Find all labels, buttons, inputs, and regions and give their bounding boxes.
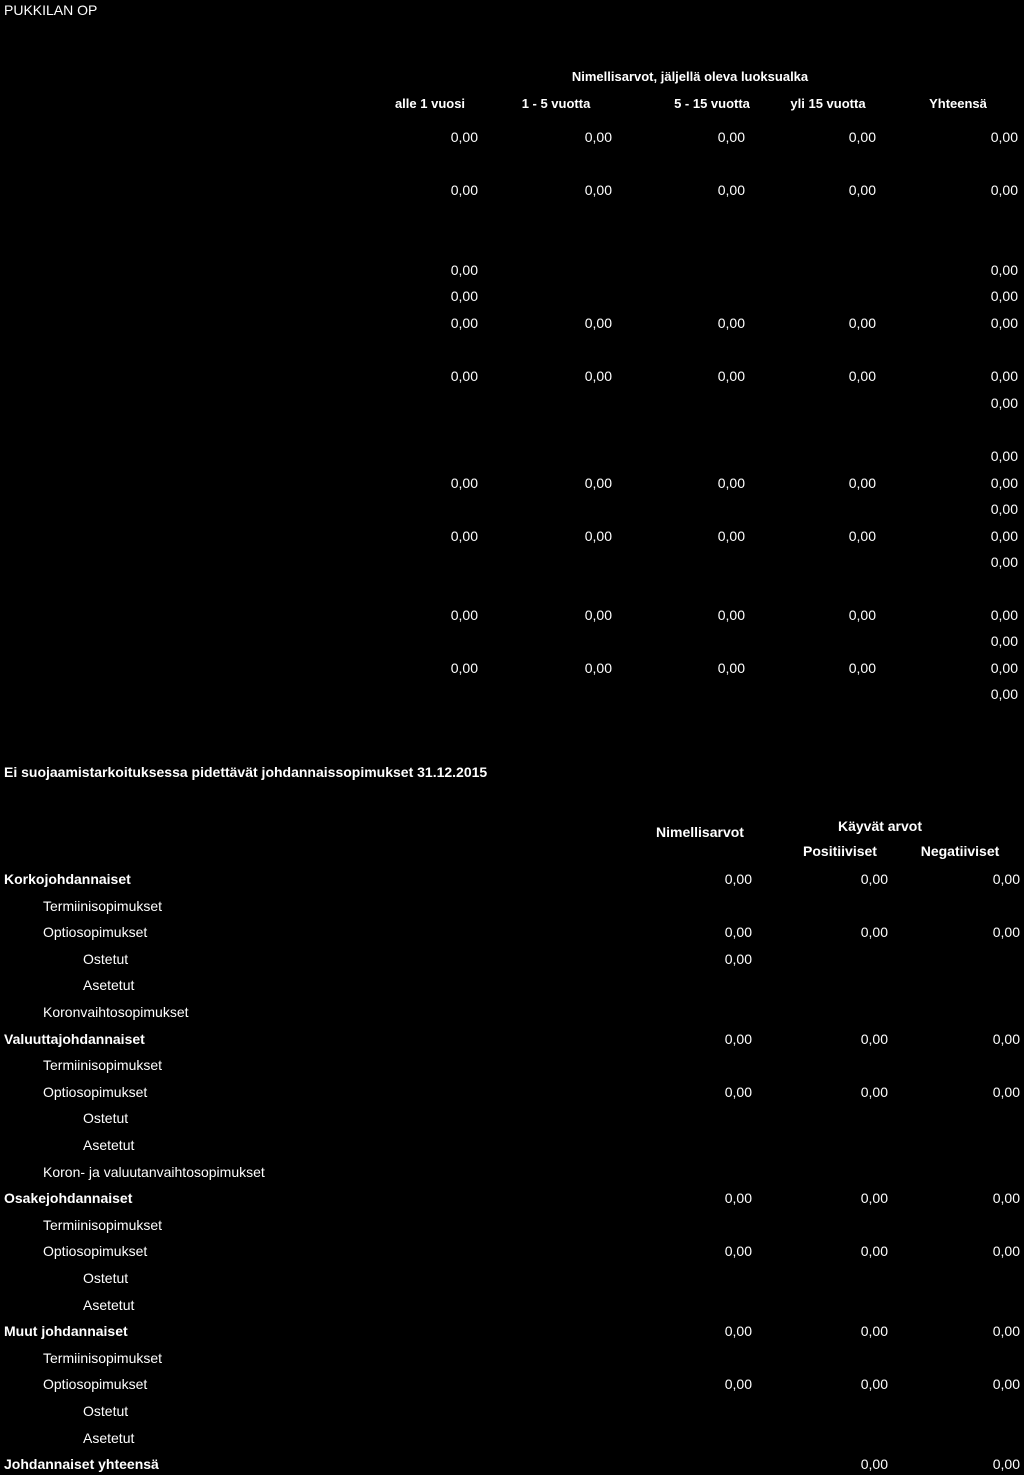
maturity-cell: 0,00 bbox=[990, 501, 1018, 517]
derivative-row-label: Optiosopimukset bbox=[43, 924, 148, 940]
maturity-cell: 0,00 bbox=[848, 368, 876, 384]
derivative-cell: 0,00 bbox=[992, 1084, 1020, 1100]
maturity-cell: 0,00 bbox=[990, 554, 1018, 570]
maturity-cell: 0,00 bbox=[717, 315, 745, 331]
derivative-row-label: Koron- ja valuutanvaihtosopimukset bbox=[43, 1164, 265, 1180]
derivative-cell: 0,00 bbox=[992, 1190, 1020, 1206]
derivative-row-label: Korkojohdannaiset bbox=[4, 871, 131, 887]
maturity-col-header: yli 15 vuotta bbox=[790, 96, 866, 111]
derivative-row-label: Muut johdannaiset bbox=[4, 1323, 128, 1339]
maturity-cell: 0,00 bbox=[848, 315, 876, 331]
derivative-row-label: Ostetut bbox=[83, 1270, 129, 1286]
maturity-cell: 0,00 bbox=[990, 660, 1018, 676]
derivative-cell: 0,00 bbox=[724, 1190, 752, 1206]
col-header-fair-values: Käyvät arvot bbox=[837, 818, 923, 834]
maturity-cell: 0,00 bbox=[717, 368, 745, 384]
maturity-cell: 0,00 bbox=[848, 607, 876, 623]
maturity-cell: 0,00 bbox=[584, 607, 612, 623]
derivative-cell: 0,00 bbox=[860, 1031, 888, 1047]
derivative-cell: 0,00 bbox=[724, 1084, 752, 1100]
maturity-cell: 0,00 bbox=[584, 660, 612, 676]
derivative-cell: 0,00 bbox=[724, 951, 752, 967]
derivative-cell: 0,00 bbox=[724, 1031, 752, 1047]
derivative-row-label: Optiosopimukset bbox=[43, 1376, 148, 1392]
derivative-row-label: Osakejohdannaiset bbox=[4, 1190, 133, 1206]
maturity-cell: 0,00 bbox=[990, 475, 1018, 491]
maturity-col-header: alle 1 vuosi bbox=[394, 96, 466, 111]
maturity-cell: 0,00 bbox=[584, 315, 612, 331]
maturity-cell: 0,00 bbox=[990, 368, 1018, 384]
col-header-negative: Negatiiviset bbox=[920, 843, 1000, 859]
maturity-cell: 0,00 bbox=[450, 315, 478, 331]
maturity-cell: 0,00 bbox=[990, 288, 1018, 304]
derivative-cell: 0,00 bbox=[992, 1031, 1020, 1047]
maturity-cell: 0,00 bbox=[450, 129, 478, 145]
derivative-cell: 0,00 bbox=[860, 871, 888, 887]
maturity-cell: 0,00 bbox=[450, 288, 478, 304]
org-name: PUKKILAN OP bbox=[4, 2, 98, 18]
maturity-cell: 0,00 bbox=[990, 129, 1018, 145]
derivative-row-label: Asetetut bbox=[83, 1297, 135, 1313]
maturity-cell: 0,00 bbox=[584, 182, 612, 198]
maturity-cell: 0,00 bbox=[717, 182, 745, 198]
derivative-cell: 0,00 bbox=[860, 1456, 888, 1472]
maturity-cell: 0,00 bbox=[717, 660, 745, 676]
derivative-cell: 0,00 bbox=[860, 1190, 888, 1206]
derivative-row-label: Optiosopimukset bbox=[43, 1243, 148, 1259]
maturity-cell: 0,00 bbox=[450, 262, 478, 278]
maturity-col-header: 1 - 5 vuotta bbox=[521, 96, 591, 111]
derivative-row-label: Ostetut bbox=[83, 1110, 129, 1126]
derivative-row-label: Asetetut bbox=[83, 1137, 135, 1153]
derivative-row-label: Termiinisopimukset bbox=[43, 898, 163, 914]
derivative-row-label: Asetetut bbox=[83, 1430, 135, 1446]
maturity-cell: 0,00 bbox=[990, 448, 1018, 464]
maturity-cell: 0,00 bbox=[848, 475, 876, 491]
maturity-cell: 0,00 bbox=[990, 315, 1018, 331]
derivative-cell: 0,00 bbox=[992, 1323, 1020, 1339]
maturity-col-header: 5 - 15 vuotta bbox=[674, 96, 750, 111]
derivative-cell: 0,00 bbox=[860, 1084, 888, 1100]
derivative-row-label: Johdannaiset yhteensä bbox=[4, 1456, 159, 1472]
col-header-nominal: Nimellisarvot bbox=[656, 824, 744, 840]
maturity-cell: 0,00 bbox=[848, 129, 876, 145]
derivative-row-label: Valuuttajohdannaiset bbox=[4, 1031, 145, 1047]
derivative-cell: 0,00 bbox=[860, 1243, 888, 1259]
maturity-cell: 0,00 bbox=[717, 607, 745, 623]
derivative-row-label: Ostetut bbox=[83, 1403, 129, 1419]
col-header-positive: Positiiviset bbox=[803, 843, 877, 859]
maturity-cell: 0,00 bbox=[450, 368, 478, 384]
maturity-table-title: Nimellisarvot, jäljellä oleva luoksualka bbox=[571, 69, 809, 84]
maturity-cell: 0,00 bbox=[450, 475, 478, 491]
derivative-cell: 0,00 bbox=[992, 924, 1020, 940]
derivative-cell: 0,00 bbox=[724, 1323, 752, 1339]
derivative-cell: 0,00 bbox=[992, 1456, 1020, 1472]
maturity-cell: 0,00 bbox=[717, 129, 745, 145]
derivative-cell: 0,00 bbox=[724, 871, 752, 887]
maturity-col-header: Yhteensä bbox=[929, 96, 987, 111]
maturity-cell: 0,00 bbox=[990, 633, 1018, 649]
derivative-cell: 0,00 bbox=[860, 1323, 888, 1339]
derivative-cell: 0,00 bbox=[724, 1376, 752, 1392]
derivative-row-label: Koronvaihtosopimukset bbox=[43, 1004, 189, 1020]
derivative-row-label: Ostetut bbox=[83, 951, 129, 967]
maturity-cell: 0,00 bbox=[990, 686, 1018, 702]
maturity-cell: 0,00 bbox=[848, 660, 876, 676]
maturity-cell: 0,00 bbox=[990, 395, 1018, 411]
maturity-cell: 0,00 bbox=[450, 528, 478, 544]
derivative-row-label: Termiinisopimukset bbox=[43, 1217, 163, 1233]
derivative-cell: 0,00 bbox=[992, 1376, 1020, 1392]
maturity-cell: 0,00 bbox=[717, 528, 745, 544]
maturity-cell: 0,00 bbox=[990, 528, 1018, 544]
maturity-cell: 0,00 bbox=[450, 182, 478, 198]
derivative-row-label: Termiinisopimukset bbox=[43, 1350, 163, 1366]
maturity-cell: 0,00 bbox=[584, 528, 612, 544]
derivative-row-label: Termiinisopimukset bbox=[43, 1057, 163, 1073]
maturity-cell: 0,00 bbox=[990, 262, 1018, 278]
maturity-cell: 0,00 bbox=[584, 129, 612, 145]
derivative-cell: 0,00 bbox=[992, 1243, 1020, 1259]
derivative-cell: 0,00 bbox=[860, 1376, 888, 1392]
maturity-cell: 0,00 bbox=[450, 607, 478, 623]
derivative-cell: 0,00 bbox=[860, 924, 888, 940]
derivative-cell: 0,00 bbox=[992, 871, 1020, 887]
maturity-cell: 0,00 bbox=[584, 368, 612, 384]
maturity-cell: 0,00 bbox=[717, 475, 745, 491]
derivative-row-label: Optiosopimukset bbox=[43, 1084, 148, 1100]
maturity-cell: 0,00 bbox=[990, 607, 1018, 623]
derivatives-section-title: Ei suojaamistarkoituksessa pidettävät johdannaissopimukset 31.12.2015 bbox=[4, 764, 488, 780]
maturity-cell: 0,00 bbox=[990, 182, 1018, 198]
derivative-cell: 0,00 bbox=[724, 1243, 752, 1259]
maturity-cell: 0,00 bbox=[848, 182, 876, 198]
maturity-cell: 0,00 bbox=[450, 660, 478, 676]
derivative-row-label: Asetetut bbox=[83, 977, 135, 993]
derivative-cell: 0,00 bbox=[724, 924, 752, 940]
maturity-cell: 0,00 bbox=[584, 475, 612, 491]
maturity-cell: 0,00 bbox=[848, 528, 876, 544]
